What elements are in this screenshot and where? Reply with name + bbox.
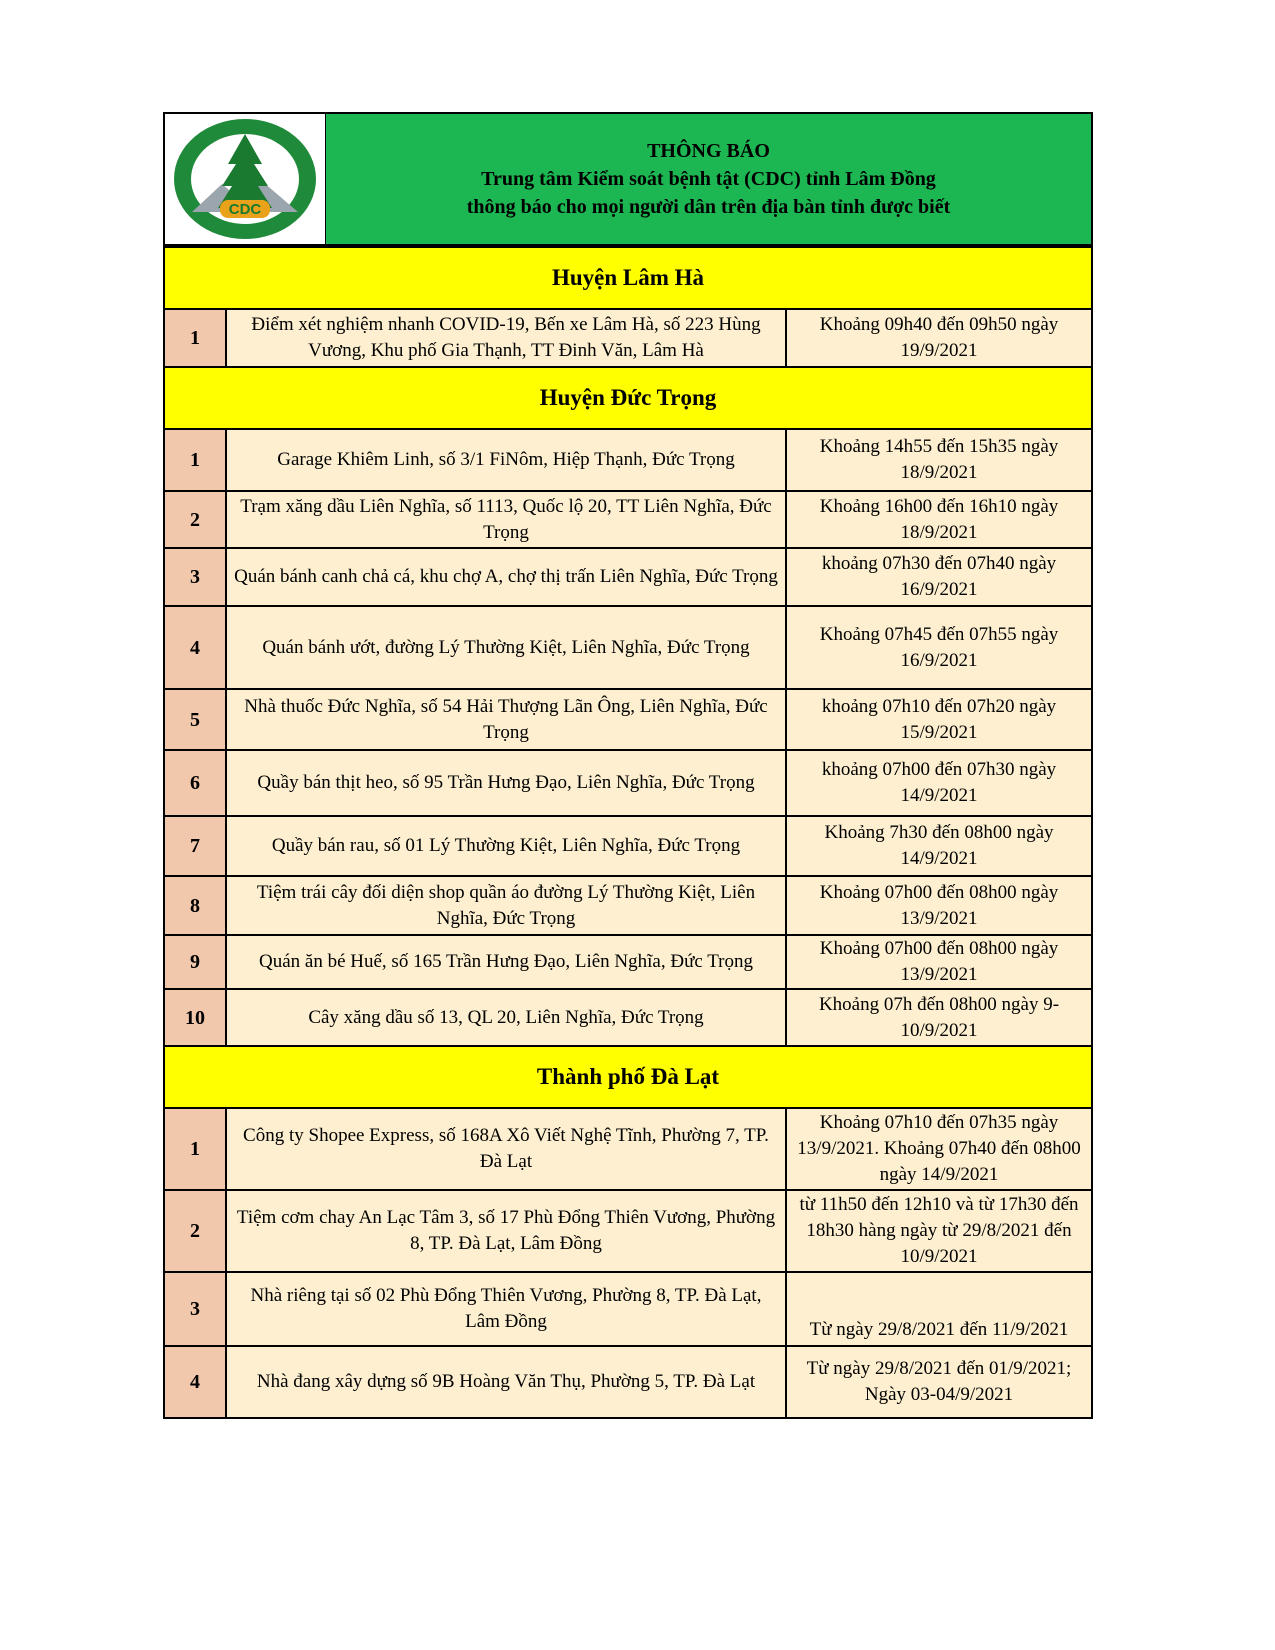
row-number: 4	[164, 606, 226, 689]
location-cell: Quán bánh ướt, đường Lý Thường Kiệt, Liên Nghĩa, Đức Trọng	[226, 606, 786, 689]
section-title: Huyện Lâm Hà	[164, 247, 1092, 309]
location-cell: Nhà riêng tại số 02 Phù Đổng Thiên Vương, Phường 8, TP. Đà Lạt, Lâm Đồng	[226, 1272, 786, 1346]
location-cell: Công ty Shopee Express, số 168A Xô Viết Nghệ Tĩnh, Phường 7, TP. Đà Lạt	[226, 1108, 786, 1190]
row-number: 9	[164, 935, 226, 989]
row-number: 1	[164, 309, 226, 367]
location-row	[164, 876, 1092, 935]
section-header-row	[164, 367, 1092, 429]
section-title: Thành phố Đà Lạt	[164, 1046, 1092, 1108]
time-cell: Khoảng 07h45 đến 07h55 ngày 16/9/2021	[786, 606, 1092, 689]
time-cell: khoảng 07h00 đến 07h30 ngày 14/9/2021	[786, 750, 1092, 816]
notice-title-block	[325, 114, 1091, 244]
row-number: 1	[164, 1108, 226, 1190]
location-row	[164, 309, 1092, 367]
location-cell: Tiệm trái cây đối diện shop quần áo đường Lý Thường Kiệt, Liên Nghĩa, Đức Trọng	[226, 876, 786, 935]
location-row	[164, 989, 1092, 1046]
time-cell: Khoảng 07h00 đến 08h00 ngày 13/9/2021	[786, 935, 1092, 989]
time-cell: Khoảng 7h30 đến 08h00 ngày 14/9/2021	[786, 816, 1092, 876]
section-header-row	[164, 1046, 1092, 1108]
location-row	[164, 606, 1092, 689]
time-cell: Khoảng 16h00 đến 16h10 ngày 18/9/2021	[786, 491, 1092, 548]
location-row	[164, 816, 1092, 876]
time-cell: Từ ngày 29/8/2021 đến 01/9/2021; Ngày 03-04/9/2021	[786, 1346, 1092, 1418]
location-row	[164, 689, 1092, 750]
time-cell: Từ ngày 29/8/2021 đến 11/9/2021	[786, 1272, 1092, 1346]
locations-table	[163, 246, 1093, 1419]
row-number: 4	[164, 1346, 226, 1418]
location-cell: Garage Khiêm Linh, số 3/1 FiNôm, Hiệp Thạnh, Đức Trọng	[226, 429, 786, 491]
notice-subtitle-1: Trung tâm Kiểm soát bệnh tật (CDC) tỉnh Lâm Đồng	[481, 168, 936, 190]
section-title: Huyện Đức Trọng	[164, 367, 1092, 429]
row-number: 10	[164, 989, 226, 1046]
notice-sheet	[163, 112, 1093, 1419]
row-number: 8	[164, 876, 226, 935]
location-cell: Quán ăn bé Huế, số 165 Trần Hưng Đạo, Liên Nghĩa, Đức Trọng	[226, 935, 786, 989]
row-number: 3	[164, 548, 226, 606]
location-row	[164, 1190, 1092, 1272]
row-number: 2	[164, 1190, 226, 1272]
time-cell: Khoảng 09h40 đến 09h50 ngày 19/9/2021	[786, 309, 1092, 367]
notice-subtitle-2: thông báo cho mọi người dân trên địa bàn tỉnh được biết	[466, 196, 951, 218]
row-number: 3	[164, 1272, 226, 1346]
row-number: 6	[164, 750, 226, 816]
row-number: 2	[164, 491, 226, 548]
location-row	[164, 491, 1092, 548]
location-cell: Quầy bán rau, số 01 Lý Thường Kiệt, Liên Nghĩa, Đức Trọng	[226, 816, 786, 876]
notice-title: THÔNG BÁO	[647, 140, 770, 162]
location-row	[164, 1346, 1092, 1418]
notice-header	[163, 112, 1093, 246]
location-cell: Nhà đang xây dựng số 9B Hoàng Văn Thụ, Phường 5, TP. Đà Lạt	[226, 1346, 786, 1418]
time-cell: từ 11h50 đến 12h10 và từ 17h30 đến 18h30 hàng ngày từ 29/8/2021 đến 10/9/2021	[786, 1190, 1092, 1272]
location-row	[164, 548, 1092, 606]
time-cell: Khoảng 14h55 đến 15h35 ngày 18/9/2021	[786, 429, 1092, 491]
time-cell: Khoảng 07h00 đến 08h00 ngày 13/9/2021	[786, 876, 1092, 935]
location-cell: Cây xăng dầu số 13, QL 20, Liên Nghĩa, Đức Trọng	[226, 989, 786, 1046]
location-row	[164, 429, 1092, 491]
location-cell: Quầy bán thịt heo, số 95 Trần Hưng Đạo, Liên Nghĩa, Đức Trọng	[226, 750, 786, 816]
row-number: 5	[164, 689, 226, 750]
time-cell: khoảng 07h10 đến 07h20 ngày 15/9/2021	[786, 689, 1092, 750]
location-cell: Điểm xét nghiệm nhanh COVID-19, Bến xe Lâm Hà, số 223 Hùng Vương, Khu phố Gia Thạnh, TT Đinh Văn, Lâm Hà	[226, 309, 786, 367]
row-number: 7	[164, 816, 226, 876]
time-cell: Khoảng 07h10 đến 07h35 ngày 13/9/2021. Khoảng 07h40 đến 08h00 ngày 14/9/2021	[786, 1108, 1092, 1190]
svg-text:CDC: CDC	[228, 201, 262, 218]
location-row	[164, 1108, 1092, 1190]
cdc-logo-icon	[170, 116, 320, 242]
time-cell: khoảng 07h30 đến 07h40 ngày 16/9/2021	[786, 548, 1092, 606]
location-row	[164, 1272, 1092, 1346]
location-cell: Nhà thuốc Đức Nghĩa, số 54 Hải Thượng Lãn Ông, Liên Nghĩa, Đức Trọng	[226, 689, 786, 750]
location-row	[164, 750, 1092, 816]
location-cell: Quán bánh canh chả cá, khu chợ A, chợ thị trấn Liên Nghĩa, Đức Trọng	[226, 548, 786, 606]
location-row	[164, 935, 1092, 989]
section-header-row	[164, 247, 1092, 309]
time-cell: Khoảng 07h đến 08h00 ngày 9-10/9/2021	[786, 989, 1092, 1046]
cdc-logo	[165, 114, 325, 244]
row-number: 1	[164, 429, 226, 491]
location-cell: Tiệm cơm chay An Lạc Tâm 3, số 17 Phù Đổng Thiên Vương, Phường 8, TP. Đà Lạt, Lâm Đồng	[226, 1190, 786, 1272]
location-cell: Trạm xăng dầu Liên Nghĩa, số 1113, Quốc lộ 20, TT Liên Nghĩa, Đức Trọng	[226, 491, 786, 548]
